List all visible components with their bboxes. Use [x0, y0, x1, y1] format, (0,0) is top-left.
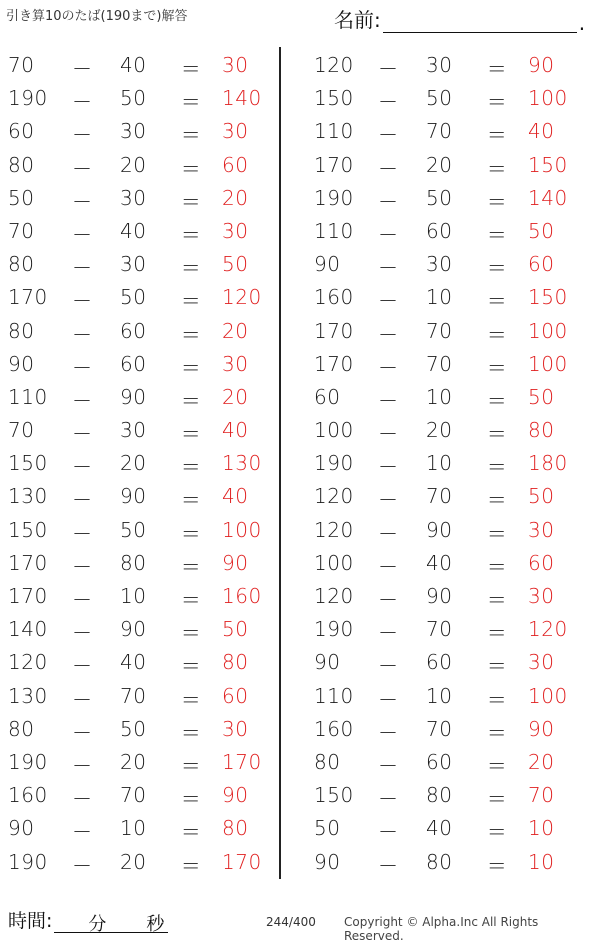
minus-sign: －	[378, 90, 399, 115]
minuend: 90	[8, 351, 35, 376]
minuend: 190	[8, 86, 48, 111]
minuend: 190	[8, 749, 48, 774]
minuend: 170	[8, 584, 48, 608]
minus-sign: －	[72, 521, 93, 546]
equals-sign: ＝	[180, 256, 202, 281]
minuend: 80	[8, 252, 35, 277]
minus-sign: －	[72, 90, 93, 115]
equals-sign: ＝	[486, 720, 508, 745]
equals-sign: ＝	[180, 521, 202, 546]
minus-sign: －	[72, 720, 93, 745]
minuend: 60	[8, 119, 35, 144]
equals-sign: ＝	[180, 554, 202, 579]
equals-sign: ＝	[486, 289, 508, 314]
equals-sign: ＝	[180, 90, 202, 115]
minus-sign: －	[378, 687, 399, 712]
minus-sign: －	[378, 189, 399, 214]
minuend: 110	[8, 384, 48, 409]
answer: 80	[222, 650, 249, 675]
minus-sign: －	[72, 687, 93, 712]
equals-sign: ＝	[180, 687, 202, 712]
subtrahend: 10	[426, 384, 453, 409]
subtrahend: 60	[120, 318, 147, 343]
answer: 20	[222, 185, 249, 210]
minuend: 90	[8, 816, 35, 841]
equals-sign: ＝	[486, 123, 508, 148]
equals-sign: ＝	[486, 256, 508, 281]
minus-sign: －	[72, 189, 93, 214]
answer: 50	[222, 252, 249, 277]
minus-sign: －	[72, 654, 93, 679]
minus-sign: －	[378, 222, 399, 247]
minuend: 70	[8, 418, 35, 443]
minus-sign: －	[72, 787, 93, 812]
minuend: 70	[8, 218, 35, 243]
minuend: 150	[8, 451, 48, 476]
minuend: 100	[314, 418, 354, 443]
minus-sign: －	[72, 820, 93, 845]
subtrahend: 30	[120, 185, 147, 210]
subtrahend: 40	[120, 650, 147, 675]
answer: 80	[528, 418, 555, 443]
equals-sign: ＝	[180, 588, 202, 612]
answer: 30	[222, 53, 249, 77]
equals-sign: ＝	[180, 156, 202, 181]
minus-sign: －	[378, 322, 399, 347]
subtrahend: 30	[120, 252, 147, 277]
equals-sign: ＝	[486, 388, 508, 413]
seconds-label: 秒	[146, 914, 165, 935]
equals-sign: ＝	[486, 654, 508, 679]
equals-sign: ＝	[180, 654, 202, 679]
minuend: 70	[8, 53, 35, 77]
minus-sign: －	[378, 57, 399, 81]
minuend: 80	[8, 716, 35, 741]
minus-sign: －	[378, 289, 399, 314]
answer: 60	[528, 550, 555, 575]
answer: 90	[222, 783, 249, 808]
equals-sign: ＝	[486, 90, 508, 115]
subtrahend: 10	[120, 816, 147, 841]
subtrahend: 80	[426, 849, 453, 874]
minuend: 50	[8, 185, 35, 210]
subtrahend: 20	[120, 451, 147, 476]
equals-sign: ＝	[486, 488, 508, 513]
minuend: 170	[314, 152, 354, 177]
equals-sign: ＝	[486, 621, 508, 646]
answer: 30	[528, 517, 555, 542]
subtrahend: 50	[120, 285, 147, 310]
answer: 60	[528, 252, 555, 277]
subtrahend: 60	[120, 351, 147, 376]
minus-sign: －	[378, 787, 399, 812]
minus-sign: －	[378, 455, 399, 480]
subtrahend: 40	[120, 53, 147, 77]
answer: 50	[222, 617, 249, 642]
equals-sign: ＝	[486, 687, 508, 712]
minuend: 170	[8, 550, 48, 575]
subtrahend: 90	[426, 584, 453, 608]
minuend: 120	[314, 584, 354, 608]
equals-sign: ＝	[486, 554, 508, 579]
answer: 30	[222, 716, 249, 741]
equals-sign: ＝	[486, 57, 508, 81]
answer: 30	[222, 119, 249, 144]
minus-sign: －	[72, 455, 93, 480]
subtrahend: 90	[120, 384, 147, 409]
subtrahend: 40	[426, 816, 453, 841]
subtrahend: 60	[426, 218, 453, 243]
column-divider	[279, 47, 281, 879]
minus-sign: －	[72, 554, 93, 579]
subtrahend: 80	[120, 550, 147, 575]
equals-sign: ＝	[486, 355, 508, 380]
minuend: 90	[314, 252, 341, 277]
answer: 30	[222, 351, 249, 376]
minuend: 80	[314, 749, 341, 774]
subtrahend: 70	[426, 617, 453, 642]
answer: 40	[222, 484, 249, 509]
minus-sign: －	[72, 753, 93, 778]
subtrahend: 90	[120, 484, 147, 509]
minuend: 80	[8, 152, 35, 177]
minus-sign: －	[72, 222, 93, 247]
subtrahend: 30	[120, 119, 147, 144]
minus-sign: －	[72, 422, 93, 447]
equals-sign: ＝	[180, 322, 202, 347]
copyright-notice: Copyright © Alpha.Inc All Rights Reserved.	[344, 915, 539, 943]
subtrahend: 70	[426, 716, 453, 741]
minuend: 140	[8, 617, 48, 642]
subtrahend: 10	[426, 683, 453, 708]
worksheet-title: 引き算10のたば(190まで)解答	[6, 9, 188, 24]
minus-sign: －	[378, 156, 399, 181]
minus-sign: －	[378, 521, 399, 546]
answer: 180	[528, 451, 568, 476]
subtrahend: 70	[426, 119, 453, 144]
subtrahend: 60	[426, 749, 453, 774]
subtrahend: 30	[120, 418, 147, 443]
answer: 120	[528, 617, 568, 642]
subtrahend: 80	[426, 783, 453, 808]
equals-sign: ＝	[180, 57, 202, 81]
answer: 100	[528, 86, 568, 111]
minuend: 190	[8, 849, 48, 874]
equals-sign: ＝	[180, 488, 202, 513]
equals-sign: ＝	[486, 322, 508, 347]
answer: 160	[222, 584, 262, 608]
answer: 30	[528, 650, 555, 675]
equals-sign: ＝	[180, 455, 202, 480]
answer: 10	[528, 816, 555, 841]
subtrahend: 30	[426, 53, 453, 77]
answer: 90	[222, 550, 249, 575]
minutes-label: 分	[88, 914, 107, 935]
minuend: 110	[314, 218, 354, 243]
minus-sign: －	[72, 322, 93, 347]
minus-sign: －	[72, 355, 93, 380]
answer: 140	[222, 86, 262, 111]
equals-sign: ＝	[180, 787, 202, 812]
equals-sign: ＝	[486, 853, 508, 878]
subtrahend: 40	[120, 218, 147, 243]
minuend: 90	[314, 849, 341, 874]
answer: 90	[528, 716, 555, 741]
minuend: 130	[8, 484, 48, 509]
equals-sign: ＝	[180, 289, 202, 314]
minuend: 190	[314, 185, 354, 210]
equals-sign: ＝	[180, 853, 202, 878]
answer: 40	[222, 418, 249, 443]
minuend: 170	[314, 318, 354, 343]
minuend: 160	[8, 783, 48, 808]
equals-sign: ＝	[486, 753, 508, 778]
answer: 50	[528, 218, 555, 243]
minuend: 160	[314, 285, 354, 310]
answer: 70	[528, 783, 555, 808]
answer: 100	[528, 351, 568, 376]
minus-sign: －	[378, 256, 399, 281]
minuend: 60	[314, 384, 341, 409]
answer: 140	[528, 185, 568, 210]
equals-sign: ＝	[180, 355, 202, 380]
minuend: 190	[314, 617, 354, 642]
subtrahend: 50	[426, 86, 453, 111]
subtrahend: 20	[120, 749, 147, 774]
subtrahend: 70	[426, 351, 453, 376]
answer: 60	[222, 152, 249, 177]
answer: 40	[528, 119, 555, 144]
minus-sign: －	[378, 720, 399, 745]
minuend: 150	[8, 517, 48, 542]
subtrahend: 70	[120, 783, 147, 808]
minus-sign: －	[378, 753, 399, 778]
equals-sign: ＝	[486, 422, 508, 447]
answer: 60	[222, 683, 249, 708]
answer: 90	[528, 53, 555, 77]
equals-sign: ＝	[486, 189, 508, 214]
minus-sign: －	[72, 488, 93, 513]
subtrahend: 20	[426, 418, 453, 443]
answer: 150	[528, 152, 568, 177]
equals-sign: ＝	[180, 621, 202, 646]
answer: 150	[528, 285, 568, 310]
equals-sign: ＝	[180, 720, 202, 745]
minuend: 110	[314, 119, 354, 144]
answer: 120	[222, 285, 262, 310]
minuend: 120	[314, 484, 354, 509]
name-line	[383, 12, 577, 33]
answer: 20	[528, 749, 555, 774]
equals-sign: ＝	[180, 422, 202, 447]
subtrahend: 10	[426, 451, 453, 476]
answer: 80	[222, 816, 249, 841]
minus-sign: －	[72, 156, 93, 181]
subtrahend: 60	[426, 650, 453, 675]
equals-sign: ＝	[486, 820, 508, 845]
equals-sign: ＝	[180, 222, 202, 247]
subtrahend: 90	[426, 517, 453, 542]
equals-sign: ＝	[180, 388, 202, 413]
minus-sign: －	[72, 256, 93, 281]
minuend: 170	[314, 351, 354, 376]
equals-sign: ＝	[180, 189, 202, 214]
answer: 100	[222, 517, 262, 542]
minus-sign: －	[72, 289, 93, 314]
subtrahend: 50	[426, 185, 453, 210]
page-number: 244/400	[266, 915, 316, 929]
minus-sign: －	[72, 57, 93, 81]
subtrahend: 70	[426, 318, 453, 343]
minuend: 170	[8, 285, 48, 310]
minus-sign: －	[378, 820, 399, 845]
subtrahend: 10	[120, 584, 147, 608]
subtrahend: 30	[426, 252, 453, 277]
equals-sign: ＝	[486, 521, 508, 546]
answer: 100	[528, 318, 568, 343]
minus-sign: －	[378, 621, 399, 646]
answer: 20	[222, 384, 249, 409]
minuend: 120	[314, 517, 354, 542]
minus-sign: －	[378, 355, 399, 380]
minus-sign: －	[378, 588, 399, 612]
name-label: 名前:	[334, 8, 381, 32]
name-line-end: .	[578, 11, 586, 35]
minuend: 120	[314, 53, 354, 77]
minus-sign: －	[72, 621, 93, 646]
subtrahend: 90	[120, 617, 147, 642]
subtrahend: 20	[426, 152, 453, 177]
answer: 30	[222, 218, 249, 243]
equals-sign: ＝	[180, 820, 202, 845]
minuend: 150	[314, 86, 354, 111]
answer: 50	[528, 484, 555, 509]
answer: 170	[222, 849, 262, 874]
subtrahend: 70	[120, 683, 147, 708]
equals-sign: ＝	[486, 455, 508, 480]
subtrahend: 10	[426, 285, 453, 310]
subtrahend: 50	[120, 86, 147, 111]
answer: 100	[528, 683, 568, 708]
minuend: 80	[8, 318, 35, 343]
equals-sign: ＝	[486, 787, 508, 812]
name-field	[334, 4, 585, 33]
minus-sign: －	[72, 388, 93, 413]
answer: 50	[528, 384, 555, 409]
minus-sign: －	[378, 554, 399, 579]
subtrahend: 50	[120, 716, 147, 741]
minuend: 50	[314, 816, 341, 841]
answer: 10	[528, 849, 555, 874]
minus-sign: －	[378, 123, 399, 148]
equals-sign: ＝	[486, 588, 508, 612]
subtrahend: 70	[426, 484, 453, 509]
equals-sign: ＝	[180, 123, 202, 148]
minuend: 130	[8, 683, 48, 708]
subtrahend: 20	[120, 152, 147, 177]
minuend: 90	[314, 650, 341, 675]
minus-sign: －	[378, 853, 399, 878]
subtrahend: 50	[120, 517, 147, 542]
minus-sign: －	[378, 388, 399, 413]
answer: 30	[528, 584, 555, 608]
minus-sign: －	[72, 588, 93, 612]
minus-sign: －	[378, 654, 399, 679]
minus-sign: －	[378, 422, 399, 447]
subtrahend: 20	[120, 849, 147, 874]
minus-sign: －	[72, 123, 93, 148]
minuend: 100	[314, 550, 354, 575]
subtrahend: 40	[426, 550, 453, 575]
answer: 20	[222, 318, 249, 343]
answer: 170	[222, 749, 262, 774]
equals-sign: ＝	[180, 753, 202, 778]
equals-sign: ＝	[486, 222, 508, 247]
minus-sign: －	[378, 488, 399, 513]
minuend: 150	[314, 783, 354, 808]
equals-sign: ＝	[486, 156, 508, 181]
minuend: 110	[314, 683, 354, 708]
minuend: 120	[8, 650, 48, 675]
answer: 130	[222, 451, 262, 476]
time-field	[8, 906, 168, 933]
time-label: 時間:	[8, 910, 53, 932]
time-line	[54, 910, 168, 933]
minus-sign: －	[72, 853, 93, 878]
minuend: 160	[314, 716, 354, 741]
minuend: 190	[314, 451, 354, 476]
